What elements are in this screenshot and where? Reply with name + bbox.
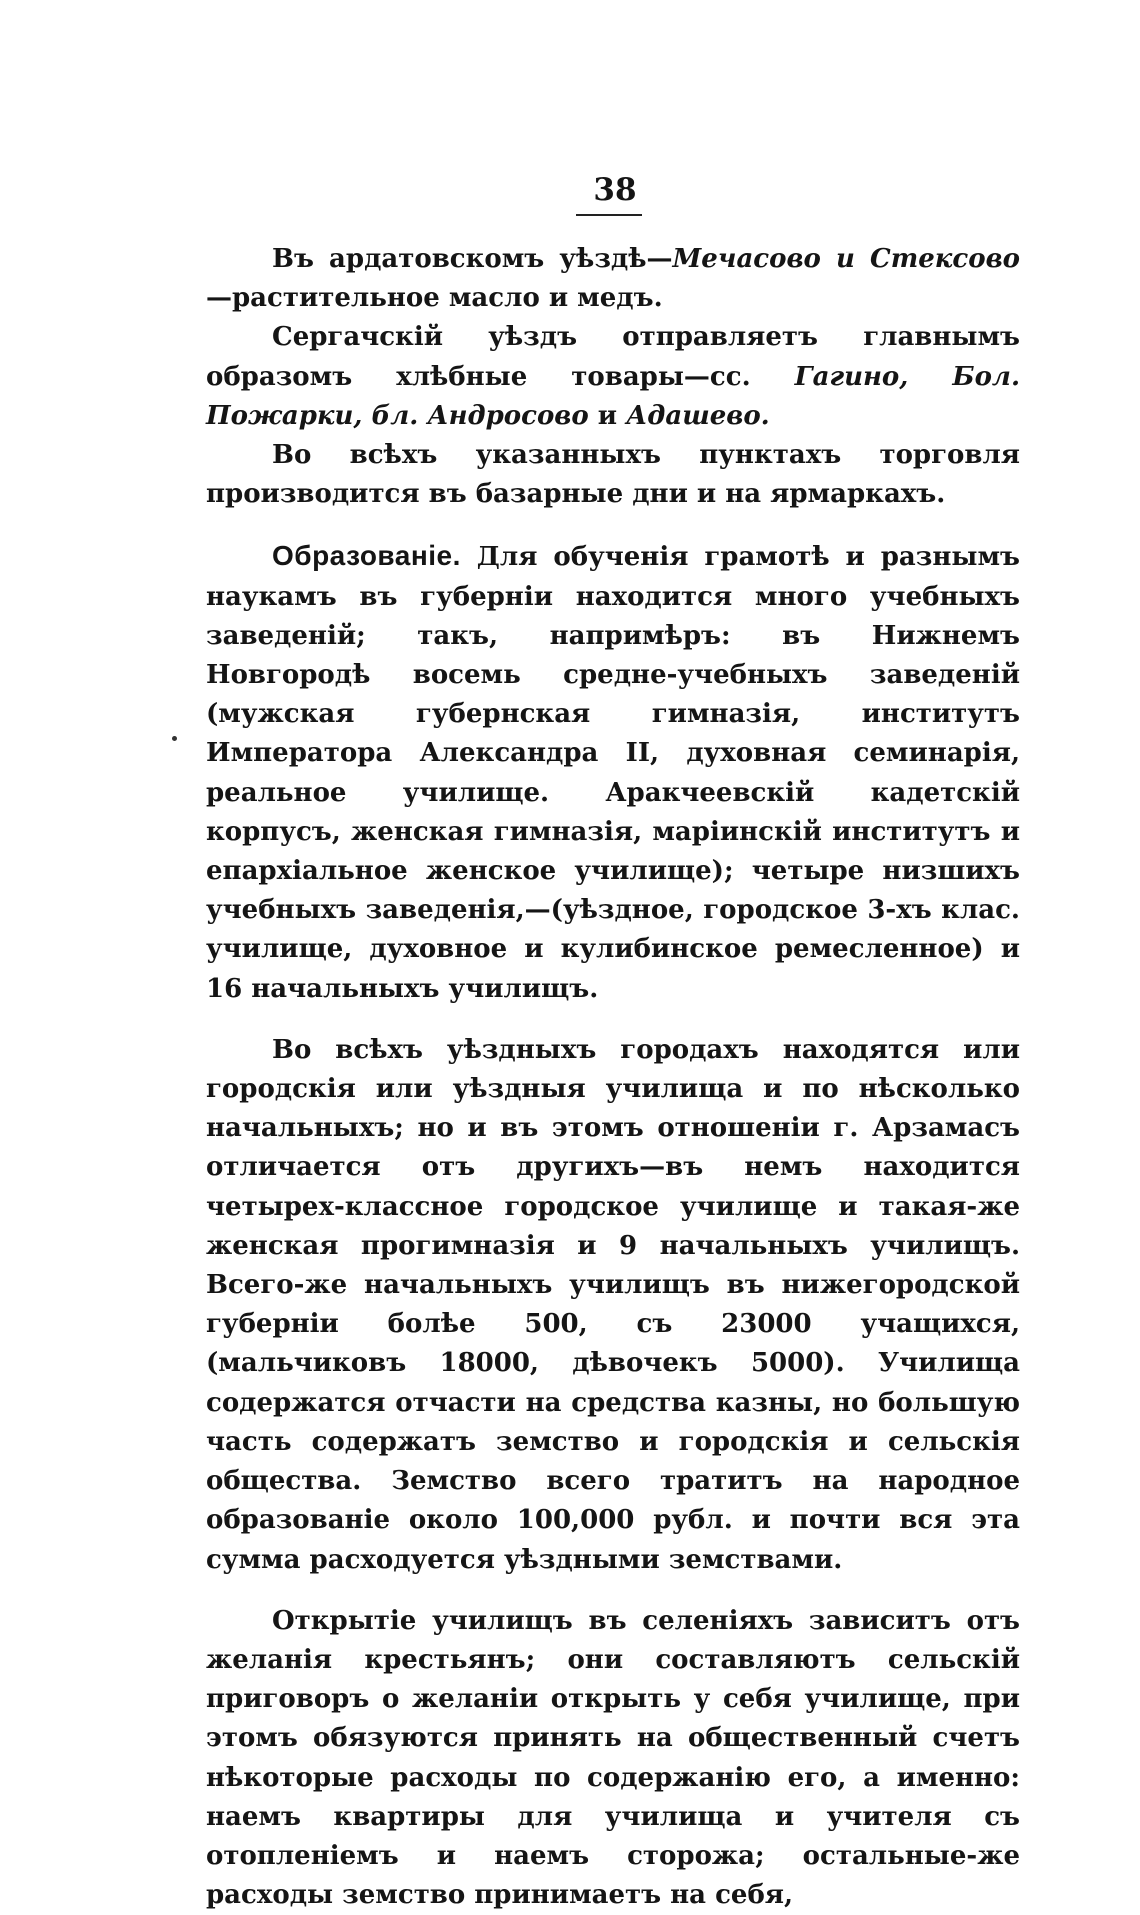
paragraph-village-schools: [206, 1602, 1020, 1915]
text-run: Въ ардатовскомъ уѣздѣ—: [272, 244, 673, 274]
text-run-italic: Гагино, Бол. Пожарки, бл. Андросово: [206, 361, 1020, 431]
text-run: Во всѣхъ уѣздныхъ городахъ находятся или городскія или уѣздныя училища и по нѣсколько начальныхъ; но и въ этомъ отношеніи г. Арзамасъ отличается отъ другихъ—въ немъ находится четырех-классное городское училище и такая-же женская прогимназія и 9 начальныхъ училищъ. Всего-же начальныхъ училищъ въ нижегородской губерніи болѣе 500, съ 23000 учащихся, (мальчиковъ 18000, дѣвочекъ 5000). Училища содержатся отчасти на средства казны, но большую часть содержатъ земство и городскія и сельскія общества. Земство всего тратитъ на народное образованіе около 100,000 рубл. и почти вся эта сумма расходуется уѣздными земствами.: [206, 1034, 1020, 1575]
section-heading: Образованіе.: [272, 540, 461, 572]
text-run-italic: Адашево.: [626, 400, 770, 431]
text-run: Для обученія грамотѣ и разнымъ наукамъ въ губерніи находится много учебныхъ заведеній; такъ, напримѣръ: въ Нижнемъ Новгородѣ восемь средне-учебныхъ заведеній (мужская губернская гимназія, институтъ Императора Александра II, духовная семинарія, реальное училище. Аракчеевскій кадетскій корпусъ, женская гимназія, маріинскій институтъ и епархіальное женское училище); четыре низшихъ учебныхъ заведенія,—(уѣздное, городское 3-хъ клас. училище, духовное и кулибинское ремесленное) и 16 начальныхъ училищъ.: [206, 542, 1020, 1004]
text-run: и: [588, 400, 627, 431]
paragraph-ardatov: [206, 240, 1020, 318]
paragraph-sergach: [206, 318, 1020, 436]
paragraph-district-schools: [206, 1031, 1020, 1580]
paragraph-trade: [206, 436, 1020, 514]
text-run: Сергачскій уѣздъ отправляетъ главнымъ образомъ хлѣбные товары—сс.: [206, 322, 1020, 392]
text-run: Открытіе училищъ въ селеніяхъ зависитъ отъ желанія крестьянъ; они составляютъ сельскій приговоръ о желаніи открыть у себя училище, при этомъ обязуются принять на общественный счетъ нѣкоторые расходы по содержанію его, а именно: наемъ квартиры для училища и учителя съ отопленіемъ и наемъ сторожа; остальные-же расходы земство принимаетъ на себя,: [206, 1605, 1020, 1911]
page-number: 38: [593, 172, 637, 208]
body-text: [206, 240, 1020, 1915]
text-run: —растительное масло и медъ.: [206, 283, 663, 314]
text-run-italic: Мечасово и Стексово: [672, 244, 1020, 274]
paragraph-education: [206, 536, 1020, 1008]
page-number-rule: [576, 214, 642, 216]
text-run: Во всѣхъ указанныхъ пунктахъ торговля производится въ базарные дни и на ярмаркахъ.: [206, 440, 1020, 510]
print-speck: [172, 736, 177, 741]
